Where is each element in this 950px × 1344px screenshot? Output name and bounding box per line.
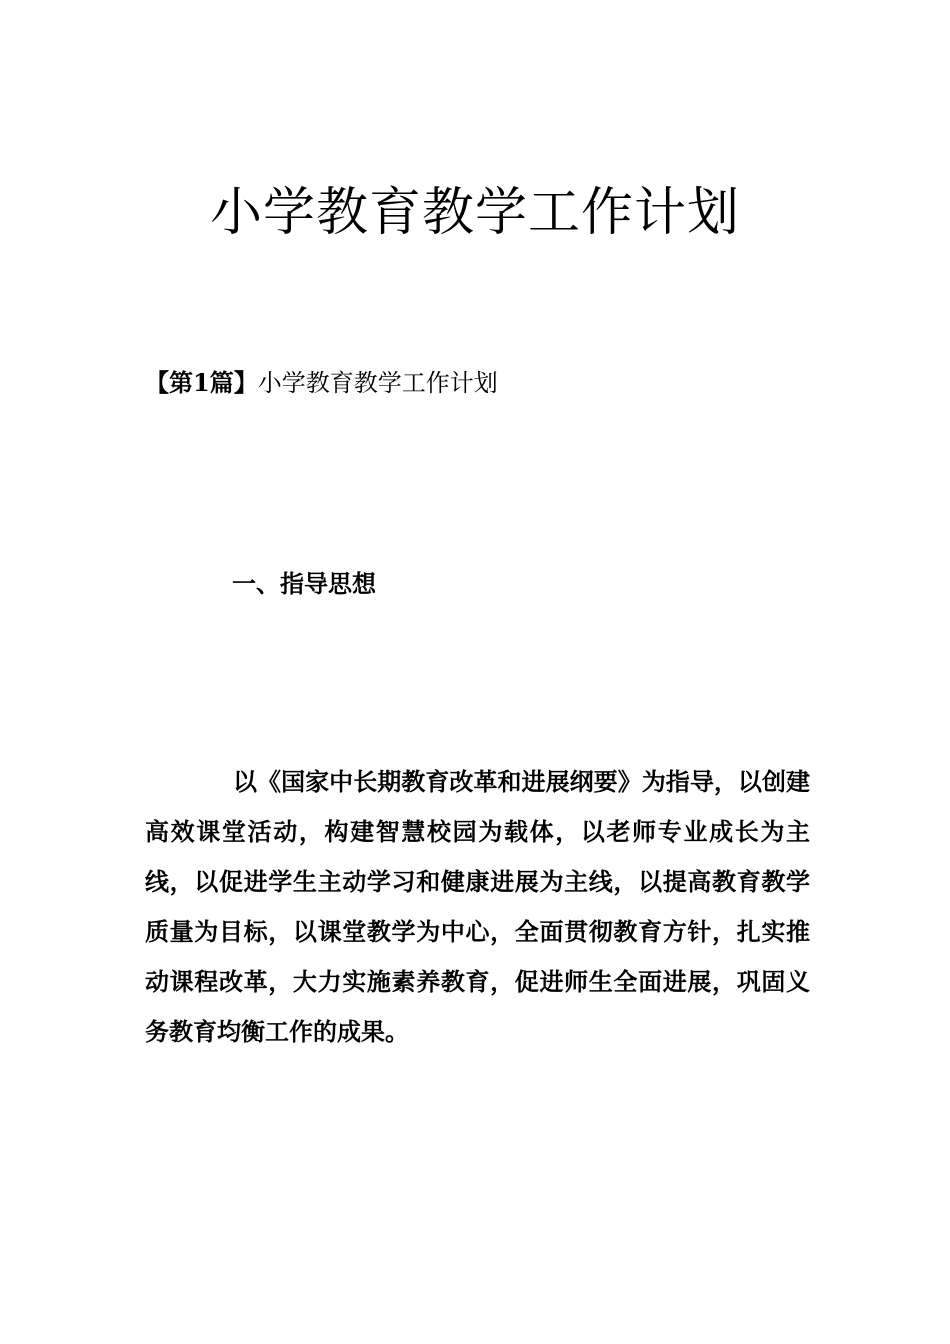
section-paragraph: 以《国家中长期教育改革和进展纲要》为指导，以创建高效课堂活动，构建智慧校园为载体，以老师专业成长为主线，以促进学生主动学习和健康进展为主线，以提高教育教学质量为目标，以课堂教学为中心，全面贯彻教育方针，扎实推动课程改革，大力实施素养教育，促进师生全面进展，巩固义务教育均衡工作的成果。	[145, 767, 810, 1046]
section-heading: 一、指导思想	[232, 569, 376, 598]
article-heading-suffix: 篇】	[209, 368, 258, 397]
article-heading-prefix: 【第	[145, 368, 193, 397]
document-title: 小学教育教学工作计划	[209, 183, 740, 243]
article-heading-number: 1	[193, 368, 210, 397]
article-heading-title: 小学教育教学工作计划	[257, 369, 498, 397]
article-heading	[145, 366, 498, 400]
